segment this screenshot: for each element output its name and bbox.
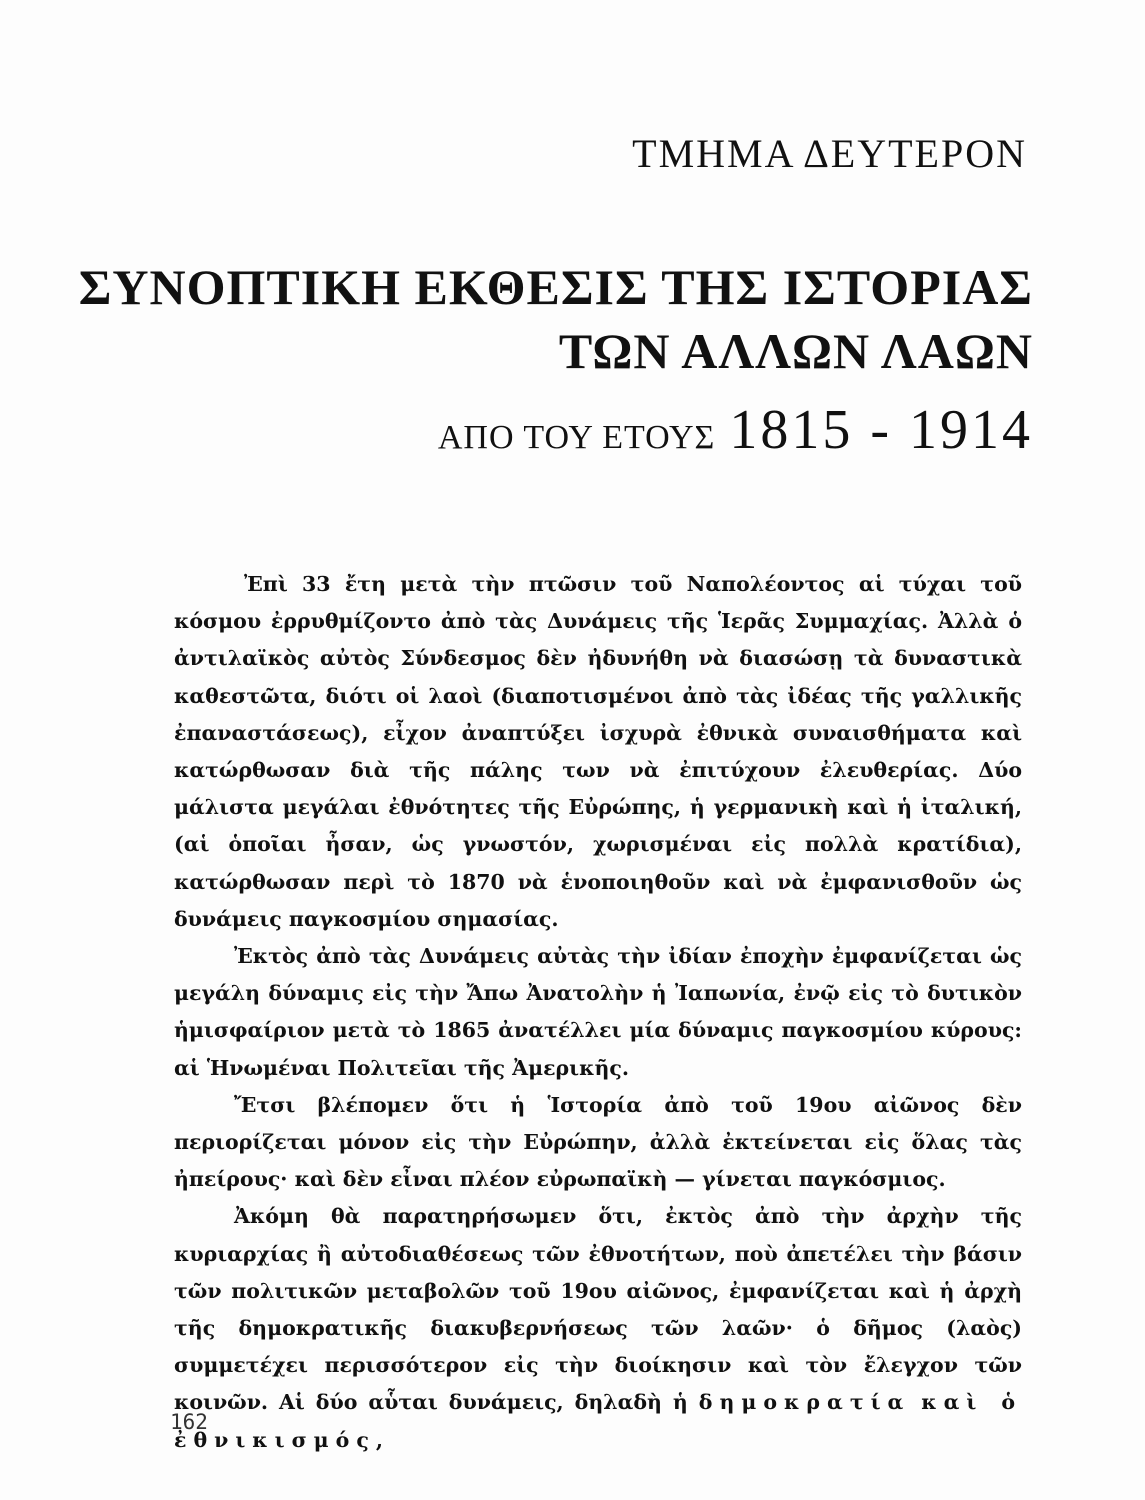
paragraph-4-text: Ἀκόμη θὰ παρατηρήσωμεν ὅτι, ἐκτὸς ἀπὸ τὴν ἀρχὴν τῆς κυριαρχίας ἢ αὐτοδιαθέσεως τῶν ἐθνοτήτων, ποὺ ἀπετέλει τὴν βάσιν τῶν πολιτικῶν μεταβολῶν τοῦ 19ου αἰῶνος, ἐμφανίζεται καὶ ἡ ἀρχὴ τῆς δημοκρατικῆς διακυβερνήσεως τῶν λαῶν· ὁ δῆμος (λαὸς) συμμετέχει περισσότερον εἰς τὴν διοίκησιν καὶ τὸν ἔλεγχον τῶν κοινῶν. Αἱ δύο αὗται δυνάμεις, δηλαδὴ ἡ <box>174 1204 1022 1415</box>
paragraph-1: Ἐπὶ 33 ἔτη μετὰ τὴν πτῶσιν τοῦ Ναπολέοντος αἱ τύχαι τοῦ κόσμου ἐρρυθμίζοντο ἀπὸ τὰς Δυνάμεις τῆς Ἱερᾶς Συμμαχίας. Ἀλλὰ ὁ ἀντιλαϊκὸς αὐτὸς Σύνδεσμος δὲν ἠδυνήθη νὰ διασώσῃ τὰ δυναστικὰ καθεστῶτα, διότι οἱ λαοὶ (διαποτισμένοι ἀπὸ τὰς ἰδέας τῆς γαλλικῆς ἐπαναστάσεως), εἶχον ἀναπτύξει ἰσχυρὰ ἐθνικὰ συναισθήματα καὶ κατώρθωσαν διὰ τῆς πάλης των νὰ ἐπιτύχουν ἐλευθερίας. Δύο μάλιστα μεγάλαι ἐθνότητες τῆς Εὐρώπης, ἡ γερμανικὴ καὶ ἡ ἰταλική, (αἱ ὁποῖαι ἦσαν, ὡς γνωστόν, χωρισμέναι εἰς πολλὰ κρατίδια), κατώρθωσαν περὶ τὸ 1870 νὰ ἑνοποιηθοῦν καὶ νὰ ἐμφανισθοῦν ὡς δυνάμεις παγκοσμίου σημασίας. <box>174 572 1022 931</box>
chapter-title-line-1: ΣΥΝΟΠΤΙΚΗ ΕΚΘΕΣΙΣ ΤΗΣ ΙΣΤΟΡΙΑΣ <box>78 259 1033 315</box>
chapter-subtitle <box>438 398 1033 462</box>
section-label: ΤΜΗΜΑ ΔΕΥΤΕΡΟΝ <box>632 131 1027 176</box>
paragraph-2: Ἐκτὸς ἀπὸ τὰς Δυνάμεις αὐτὰς τὴν ἰδίαν ἐποχὴν ἐμφανίζεται ὡς μεγάλη δύναμις εἰς τὴν Ἄπω Ἀνατολὴν ἡ Ἰαπωνία, ἐνῷ εἰς τὸ δυτικὸν ἡμισφαίριον μετὰ τὸ 1865 ἀνατέλλει μία δύναμις παγκοσμίου κύρους: αἱ Ἡνωμέναι Πολιτεῖαι τῆς Ἀμερικῆς. <box>174 944 1022 1080</box>
body-text <box>174 566 1022 1459</box>
page-number: 162 <box>170 1410 208 1434</box>
subtitle-text: ΑΠΟ ΤΟΥ ΕΤΟΥΣ <box>437 419 716 456</box>
emphasis-nationalism: ἐθνικισμός, <box>174 1427 390 1452</box>
paragraph-3: Ἔτσι βλέπομεν ὅτι ἡ Ἱστορία ἀπὸ τοῦ 19ου αἰῶνος δὲν περιορίζεται μόνον εἰς τὴν Εὐρώπην, ἀλλὰ ἐκτείνεται εἰς ὅλας τὰς ἠπείρους· καὶ δὲν εἶναι πλέον εὐρωπαϊκὴ — γίνεται παγκόσμιος. <box>174 1092 1022 1192</box>
chapter-title-line-2: ΤΩΝ ΑΛΛΩΝ ΛΑΩΝ <box>558 323 1033 379</box>
paragraph-4 <box>174 1198 1022 1458</box>
subtitle-years: 1815 - 1914 <box>729 399 1033 461</box>
emphasis-democracy: δημοκρατία <box>698 1390 911 1415</box>
emphasis-conjunction: καὶ ὁ <box>921 1390 1022 1415</box>
